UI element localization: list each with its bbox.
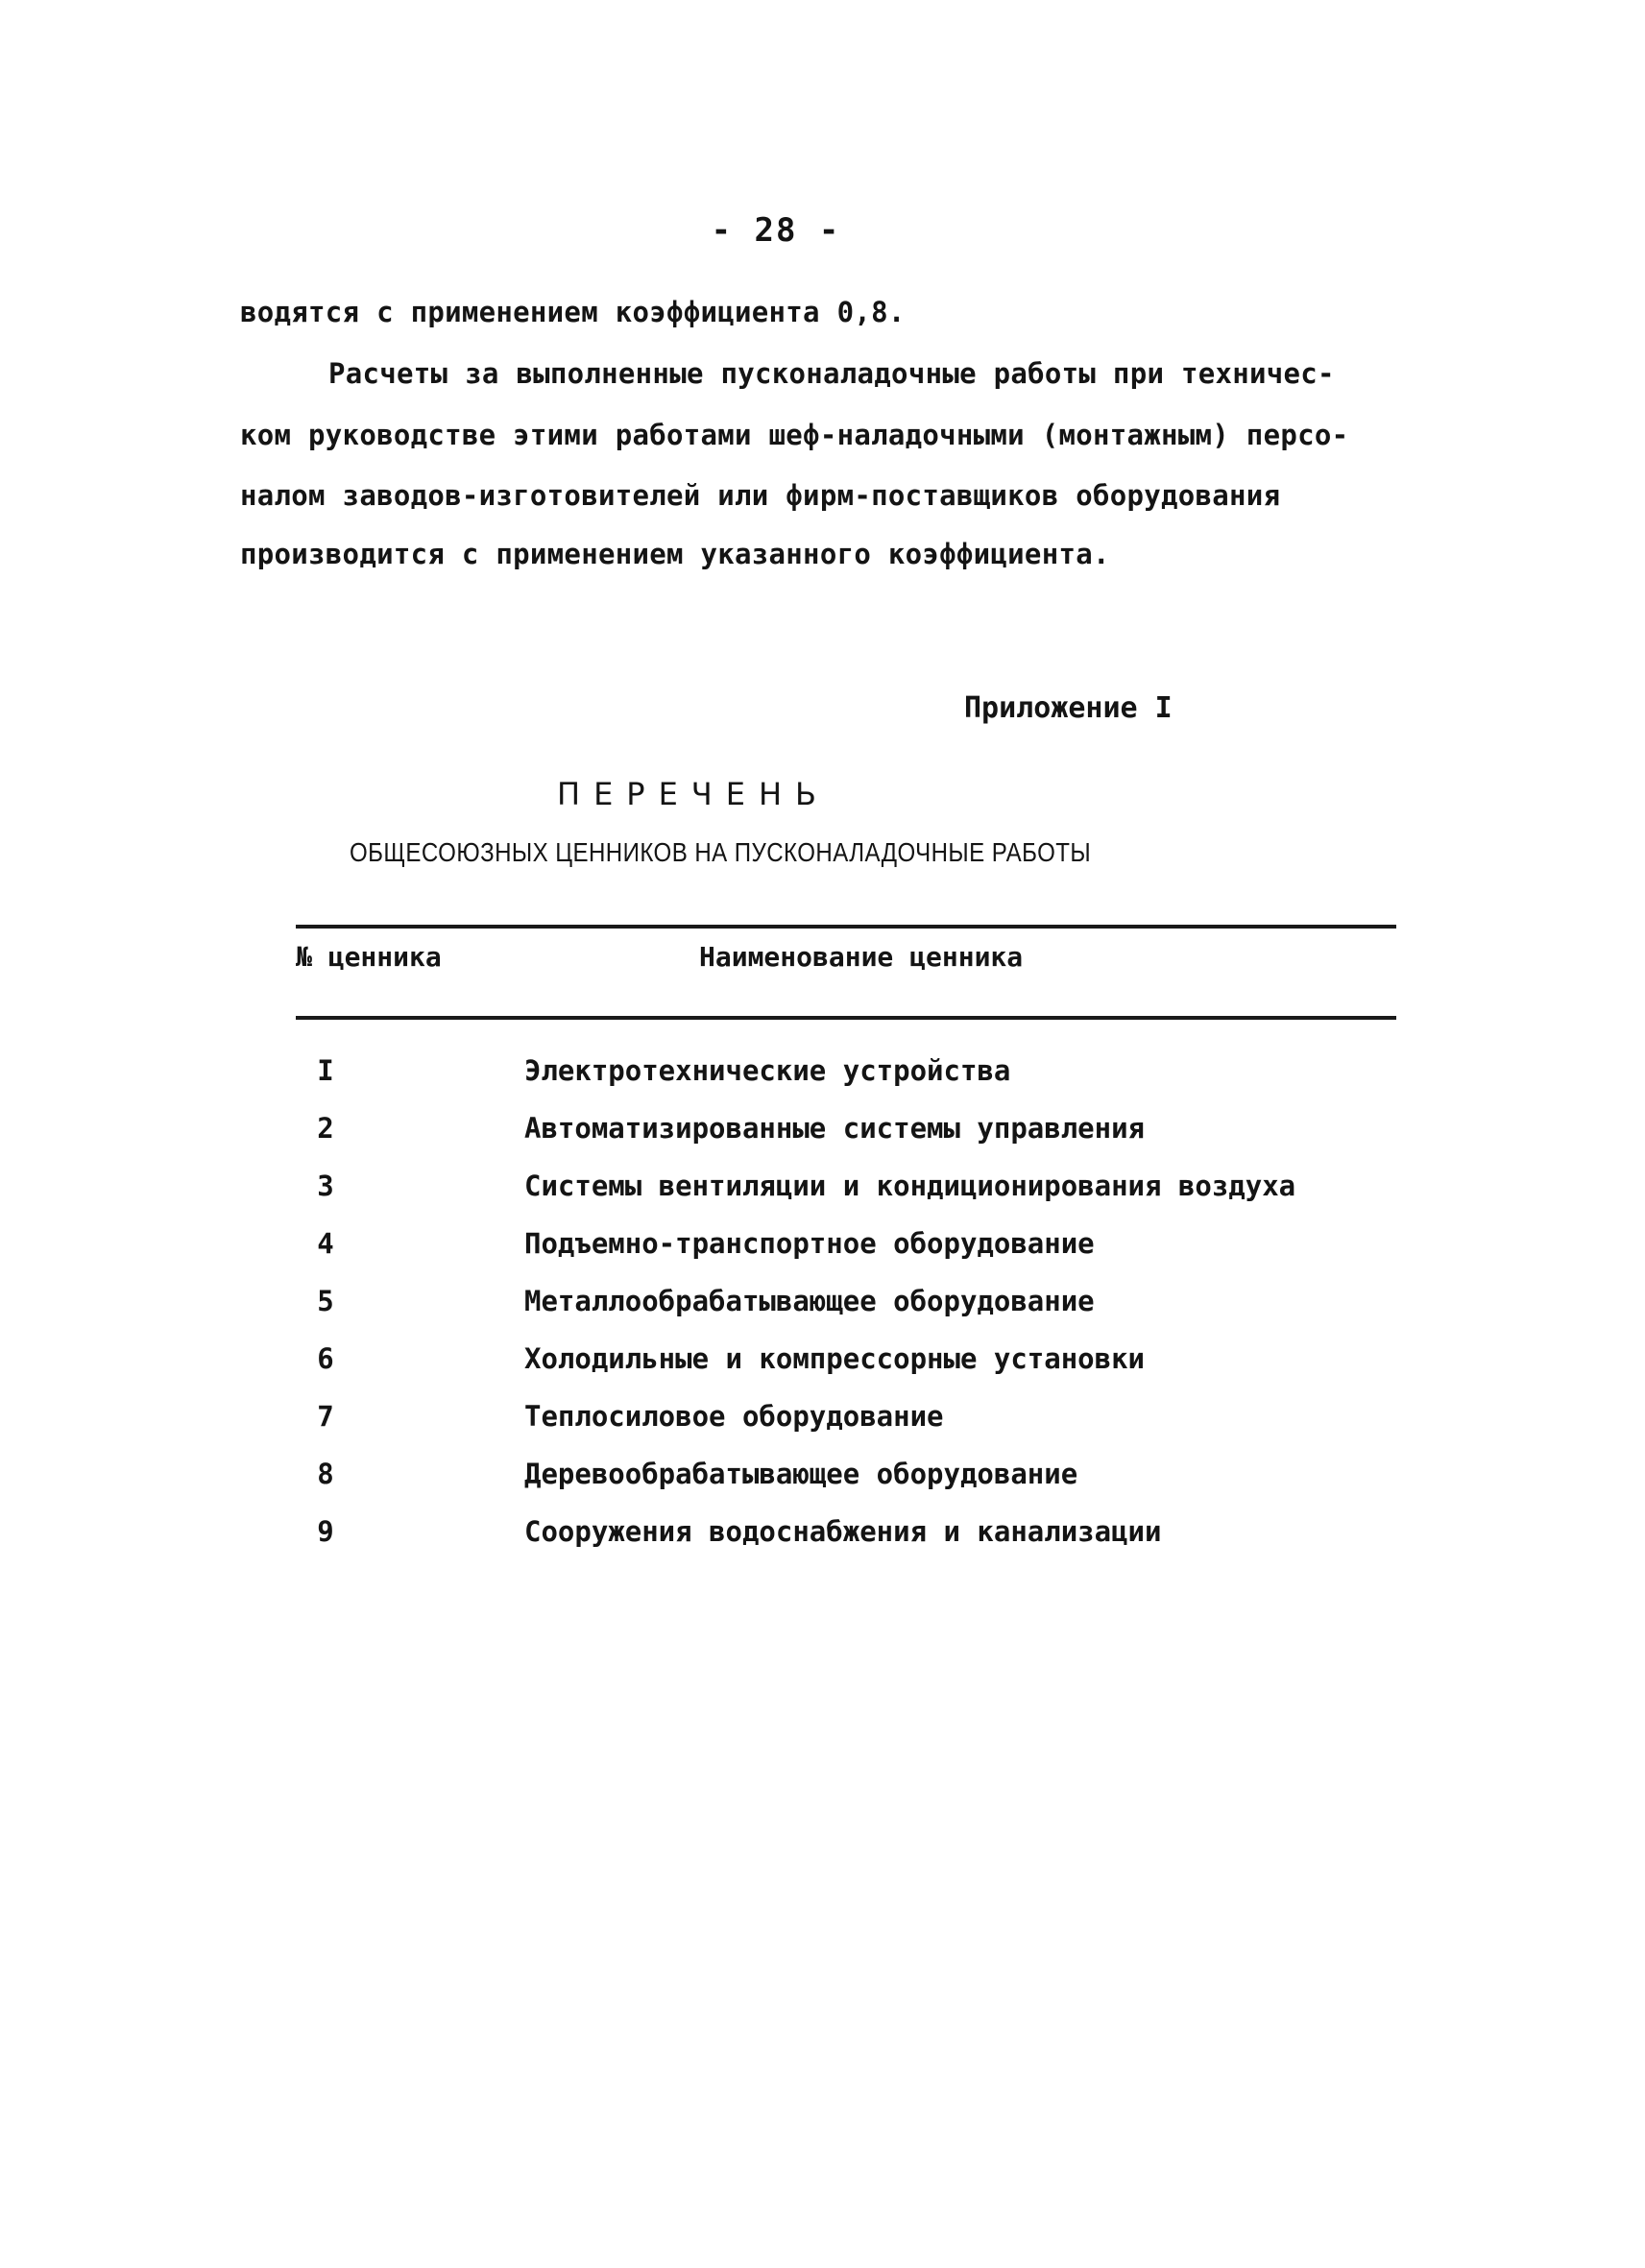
table-row-number: 2 <box>317 1112 334 1145</box>
table-row-number: 8 <box>317 1458 334 1490</box>
table-row-name: Сооружения водоснабжения и канализации <box>524 1515 1162 1548</box>
paragraph-line: производится с применением указанного коэффициента. <box>240 538 1110 570</box>
table-row-name: Металлообрабатывающее оборудование <box>524 1285 1095 1317</box>
table-row-name: Холодильные и компрессорные установки <box>524 1342 1146 1375</box>
table-row-number: 7 <box>317 1400 334 1433</box>
table-top-rule <box>296 925 1396 929</box>
table-header-number: № ценника <box>296 941 442 973</box>
table-row-number: 9 <box>317 1515 334 1548</box>
table-row-number: 4 <box>317 1227 334 1260</box>
paragraph-line: Расчеты за выполненные пусконаладочные работы при техничес- <box>328 357 1335 390</box>
table-row-name: Теплосиловое оборудование <box>524 1400 944 1433</box>
table-row-name: Системы вентиляции и кондиционирования воздуха <box>524 1170 1296 1202</box>
list-title: ПЕРЕЧЕНЬ <box>557 776 830 812</box>
table-row-name: Деревообрабатывающее оборудование <box>524 1458 1078 1490</box>
table-header-rule <box>296 1016 1396 1020</box>
table-row-name: Подъемно-транспортное оборудование <box>524 1227 1095 1260</box>
paragraph-line: ком руководстве этими работами шеф-наладочными (монтажным) персо- <box>240 419 1349 451</box>
table-row-number: 5 <box>317 1285 334 1317</box>
table-row-name: Электротехнические устройства <box>524 1054 1011 1087</box>
table-row-name: Автоматизированные системы управления <box>524 1112 1146 1145</box>
appendix-label: Приложение I <box>964 691 1173 725</box>
table-row-number: I <box>317 1054 334 1087</box>
paragraph-line: налом заводов-изготовителей или фирм-поставщиков оборудования <box>240 479 1281 512</box>
table-row-number: 6 <box>317 1342 334 1375</box>
paragraph-line: водятся с применением коэффициента 0,8. <box>240 296 906 328</box>
table-row-number: 3 <box>317 1170 334 1202</box>
page-number: - 28 - <box>711 211 841 250</box>
table-header-name: Наименование ценника <box>699 941 1024 973</box>
list-subtitle: ОБЩЕСОЮЗНЫХ ЦЕННИКОВ НА ПУСКОНАЛАДОЧНЫЕ РАБОТЫ <box>350 837 1092 867</box>
